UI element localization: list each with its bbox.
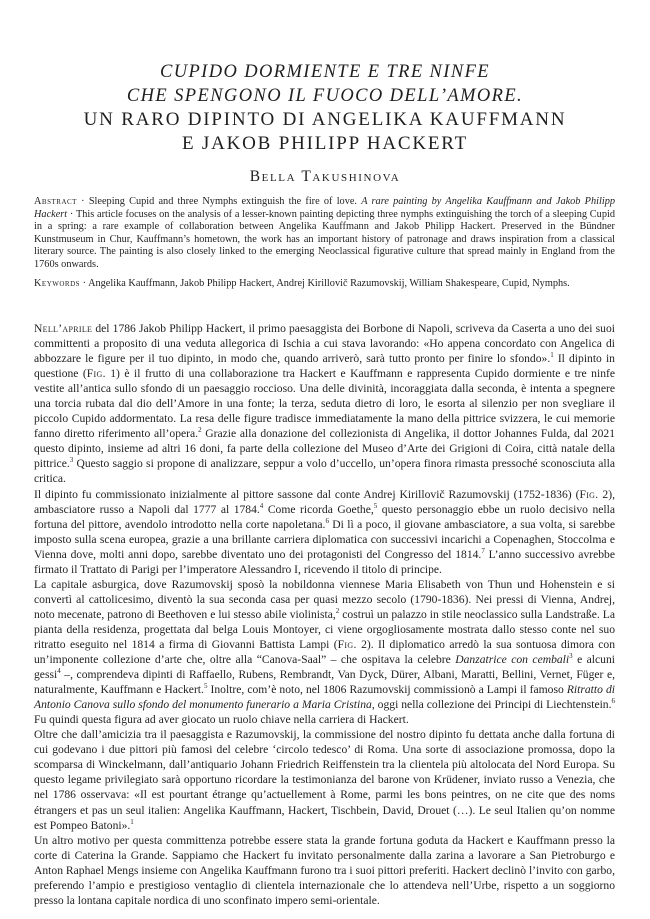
body-paragraph-1: Nell’aprile del 1786 Jakob Philipp Hackert, il primo paesaggista dei Borbone di Napoli, scriveva da Caserta a uno dei suoi committenti a proposito di una veduta allegorica di Ischia a cui stava lavorando: «Ho appena concordato con Angelica di abbozzare le figure per il tuo dipinto, in modo che, quando arriverò, sarà tutto pronto per finire lo sfondo».$^1$ Il dipinto in questione (Fig. 1) è il frutto di una collaborazione tra Hackert e Kauffmann e rappresenta Cupido dormiente e tre ninfe vestite all’antica sullo sfondo di un paesaggio roccioso. Una delle divinità, incoraggiata dalla seconda, è intenta a spegnere una torcia rubata dal dio dell’Amore in una fonte; la terza, seduta dietro di loro, le esorta al silenzio per non svegliare il piccolo Cupido addormentato. La resa delle figure tradisce immediatamente la mano della pittrice svizzera, le cui memorie fanno diretto riferimento all’opera.$^2$ Grazie alla donazione del collezionista di Angelika, il dottor Johannes Fulda, dal 2021 questo dipinto, insieme ad altri 16 doni, fa parte della collezione del Museo d’Arte dei Grigioni di Coira, città natale della pittrice.$^3$ Questo saggio si propone di analizzare, seppur a volo d’uccello, un’opera finora rimasta pressoché sconosciuta alla critica. [34, 322, 615, 486]
body-paragraph-4: Oltre che dall’amicizia tra il paesaggista e Razumovskij, la commissione del nostro dipinto fu dettata anche dalla fortuna di cui godevano i due pittori più famosi del celebre ‘circolo tedesco’ di Roma. Una sorte di associazione promossa, dopo la scomparsa di Winckelmann, dall’antiquario Johann Friedrich Reiffenstein tra la clientela più altolocata del Nord Europa. Su questo legame privilegiato sarà opportuno ricordare la testimonianza del barone von Krüdener, inviato russo a Venezia, che nel 1786 osservava: «Il est pourtant étrange qu’actuellement à Rome, parmi les bons peintres, on ne cite que des noms étrangers et pas un seul italien: Angelika Kauffmann, Hackert, Tischbein, David, Drouet (…). Le seul Italien qu’on nomme est Pompeo Batoni».$^1$ [34, 728, 615, 832]
artwork-title: Danzatrice con cembali [455, 653, 570, 667]
footnote-ref: 1 [130, 817, 134, 826]
footnote-ref: 3 [569, 652, 573, 661]
figure-ref: Fig. [337, 637, 357, 651]
author-name: Bella Takushinova [249, 168, 401, 185]
footnote-ref: 6 [611, 697, 616, 706]
footnote-ref: 5 [373, 501, 378, 510]
article-title [40, 60, 610, 186]
footnote-ref: 6 [325, 516, 329, 525]
keywords-paragraph: Keywords · Angelika Kauffmann, Jakob Philipp Hackert, Andrej Kirillovič Razumovskij, William Shakespeare, Cupid, Nymphs. [34, 277, 570, 289]
footnote-ref: 3 [69, 456, 74, 465]
abstract-block [34, 196, 615, 290]
footnote-ref: 4 [259, 501, 264, 510]
footnote-ref: 7 [481, 546, 485, 555]
title-line-2: CHE SPENGONO IL FUOCO DELL’AMORE. [126, 86, 524, 106]
body-paragraph-5: Un altro motivo per questa committenza potrebbe essere stata la grande fortuna goduta da Hackert e Kauffmann presso la corte di Caterina la Grande. Sappiamo che Hackert fu invitato personalmente dalla zarina a lavorare a San Pietroburgo e Anton Raphael Mengs insieme con Angelika Kauffmann furono tra i suoi pittori preferiti. Hackert declinò l’invito con garbo, preferendo l’ampio e prestigioso ventaglio di clientela internazionale che lo attendeva nell’Urbe, rispetto a un soggiorno presso la lontana capitale nordica di uno sconfinato impero semi-orientale. [34, 833, 615, 907]
abstract-label: Abstract [34, 196, 77, 207]
keywords-text: Angelika Kauffmann, Jakob Philipp Hackert, Andrej Kirillovič Razumovskij, William Shakespeare, Cupid, Nymphs. [88, 277, 570, 289]
footnote-ref: 2 [198, 426, 202, 435]
keywords-label: Keywords [34, 277, 81, 289]
footnote-ref: 5 [203, 682, 208, 691]
abstract-text: This article focuses on the analysis of a lesser-known painting depicting three nymphs extinguishing the torch of a sleeping Cupid in a spring: a rare example of collaboration between Angelika Kauffmann and Jakob Philipp Hackert. Preserved in the Bündner Kunstmuseum in Chur, Kauffmann’s hometown, the work has an important history of patronage and draws inspiration from a classical literary source. The painting is also closely linked to the emerging Neoclassical figurative culture that spread mainly in England from the 1760s onwards. [34, 208, 615, 270]
footnote-ref: 4 [57, 667, 61, 676]
figure-ref: Fig. [86, 367, 106, 381]
body-paragraph-2: Il dipinto fu commissionato inizialmente al pittore sassone dal conte Andrej Kirillovič Razumovskij (1752-1836) (Fig. 2), ambasciatore russo a Napoli dal 1777 al 1784.$^4$ Come ricorda Goethe,$^5$ questo personaggio ebbe un ruolo decisivo nella fortuna del pittore, avendolo introdotto nella corte napoletana.$^6$ Di lì a poco, il giovane ambasciatore, a sua volta, si sarebbe imposto sulla scena europea, grazie a una brillante carriera diplomatica con successivi incarichi a Copenaghen, Stoccolma e Vienna dove, molti anni dopo, sarebbe diventato uno dei protagonisti del Congresso del 1814.$^7$ L’anno successivo avrebbe firmato il Trattato di Parigi per l’imperatore Alessandro I, ricevendo il titolo di principe. [34, 487, 615, 576]
article-body [34, 321, 615, 908]
abstract-english-title: Sleeping Cupid and three Nymphs extinguish the fire of love. [88, 196, 357, 207]
abstract-paragraph: Abstract · Sleeping Cupid and three Nymphs extinguish the fire of love. A rare painting by Angelika Kauffmann and Jakob Philipp Hackert · This article focuses on the analysis of a lesser-known painting depicting three nymphs extinguishing the torch of a sleeping Cupid in a spring: a rare example of collaboration between Angelika Kauffmann and Jakob Philipp Hackert. Preserved in the Bündner Kunstmuseum in Chur, Kauffmann’s hometown, the work has an important history of patronage and draws inspiration from a classical literary source. The painting is also closely linked to the emerging Neoclassical figurative culture that spread mainly in England from the 1760s onwards. [34, 196, 615, 270]
title-line-1: CUPIDO DORMIENTE E TRE NINFE [159, 62, 491, 82]
title-line-4: E JAKOB PHILIPP HACKERT [181, 133, 469, 154]
artwork-title: Ritratto di Antonio Canova sullo sfondo del monumento funerario a Maria Cristina [34, 683, 615, 712]
lead-words: Nell’aprile [34, 322, 93, 335]
body-paragraph-3: La capitale asburgica, dove Razumovskij sposò la nobildonna viennese Maria Elisabeth von Thun und Hohenstein e si convertì al cattolicesimo, diventò la sua seconda casa per quasi mezzo secolo (1790-1836). Nei pressi di Vienna, Andrej, noto mecenate, patrono di Beethoven e lui stesso abile violinista,$^2$ costruì un palazzo in stile neoclassico sulla Landstraße. La pianta della residenza, progettata dal belga Louis Montoyer, ci viene orgogliosamente mostrata dallo stesso conte nel suo ritratto eseguito nel 1814 a firma di Giovanni Battista Lampi (Fig. 2). Il diplomatico arredò la sua sontuosa dimora con un’imponente collezione d’arte che, oltre alla “Canova-Saal” – che ospitava la celebre Danzatrice con cembali$^3$ e alcuni gessi$^4$ –, comprendeva dipinti di Raffaello, Rubens, Rembrandt, Van Dyck, Dürer, Albani, Maratti, Bellini, Vernet, Füger e, naturalmente, Kauffmann e Hackert.$^5$ Inoltre, com’è noto, nel 1806 Razumovskij commissionò a Lampi il famoso Ritratto di Antonio Canova sullo sfondo del monumento funerario a Maria Cristina, oggi nella collezione dei Principi di Liechtenstein.$^6$ Fu quindi questa figura ad aver giocato un ruolo chiave nella carriera di Hackert. [34, 577, 616, 727]
figure-ref: Fig. [579, 487, 599, 501]
footnote-ref: 2 [335, 607, 340, 616]
title-line-3: UN RARO DIPINTO DI ANGELIKA KAUFFMANN [83, 109, 567, 130]
footnote-ref: 1 [550, 351, 554, 360]
abstract-italian-title: A rare painting by Angelika Kauffmann and Jakob Philipp Hackert [34, 196, 615, 220]
